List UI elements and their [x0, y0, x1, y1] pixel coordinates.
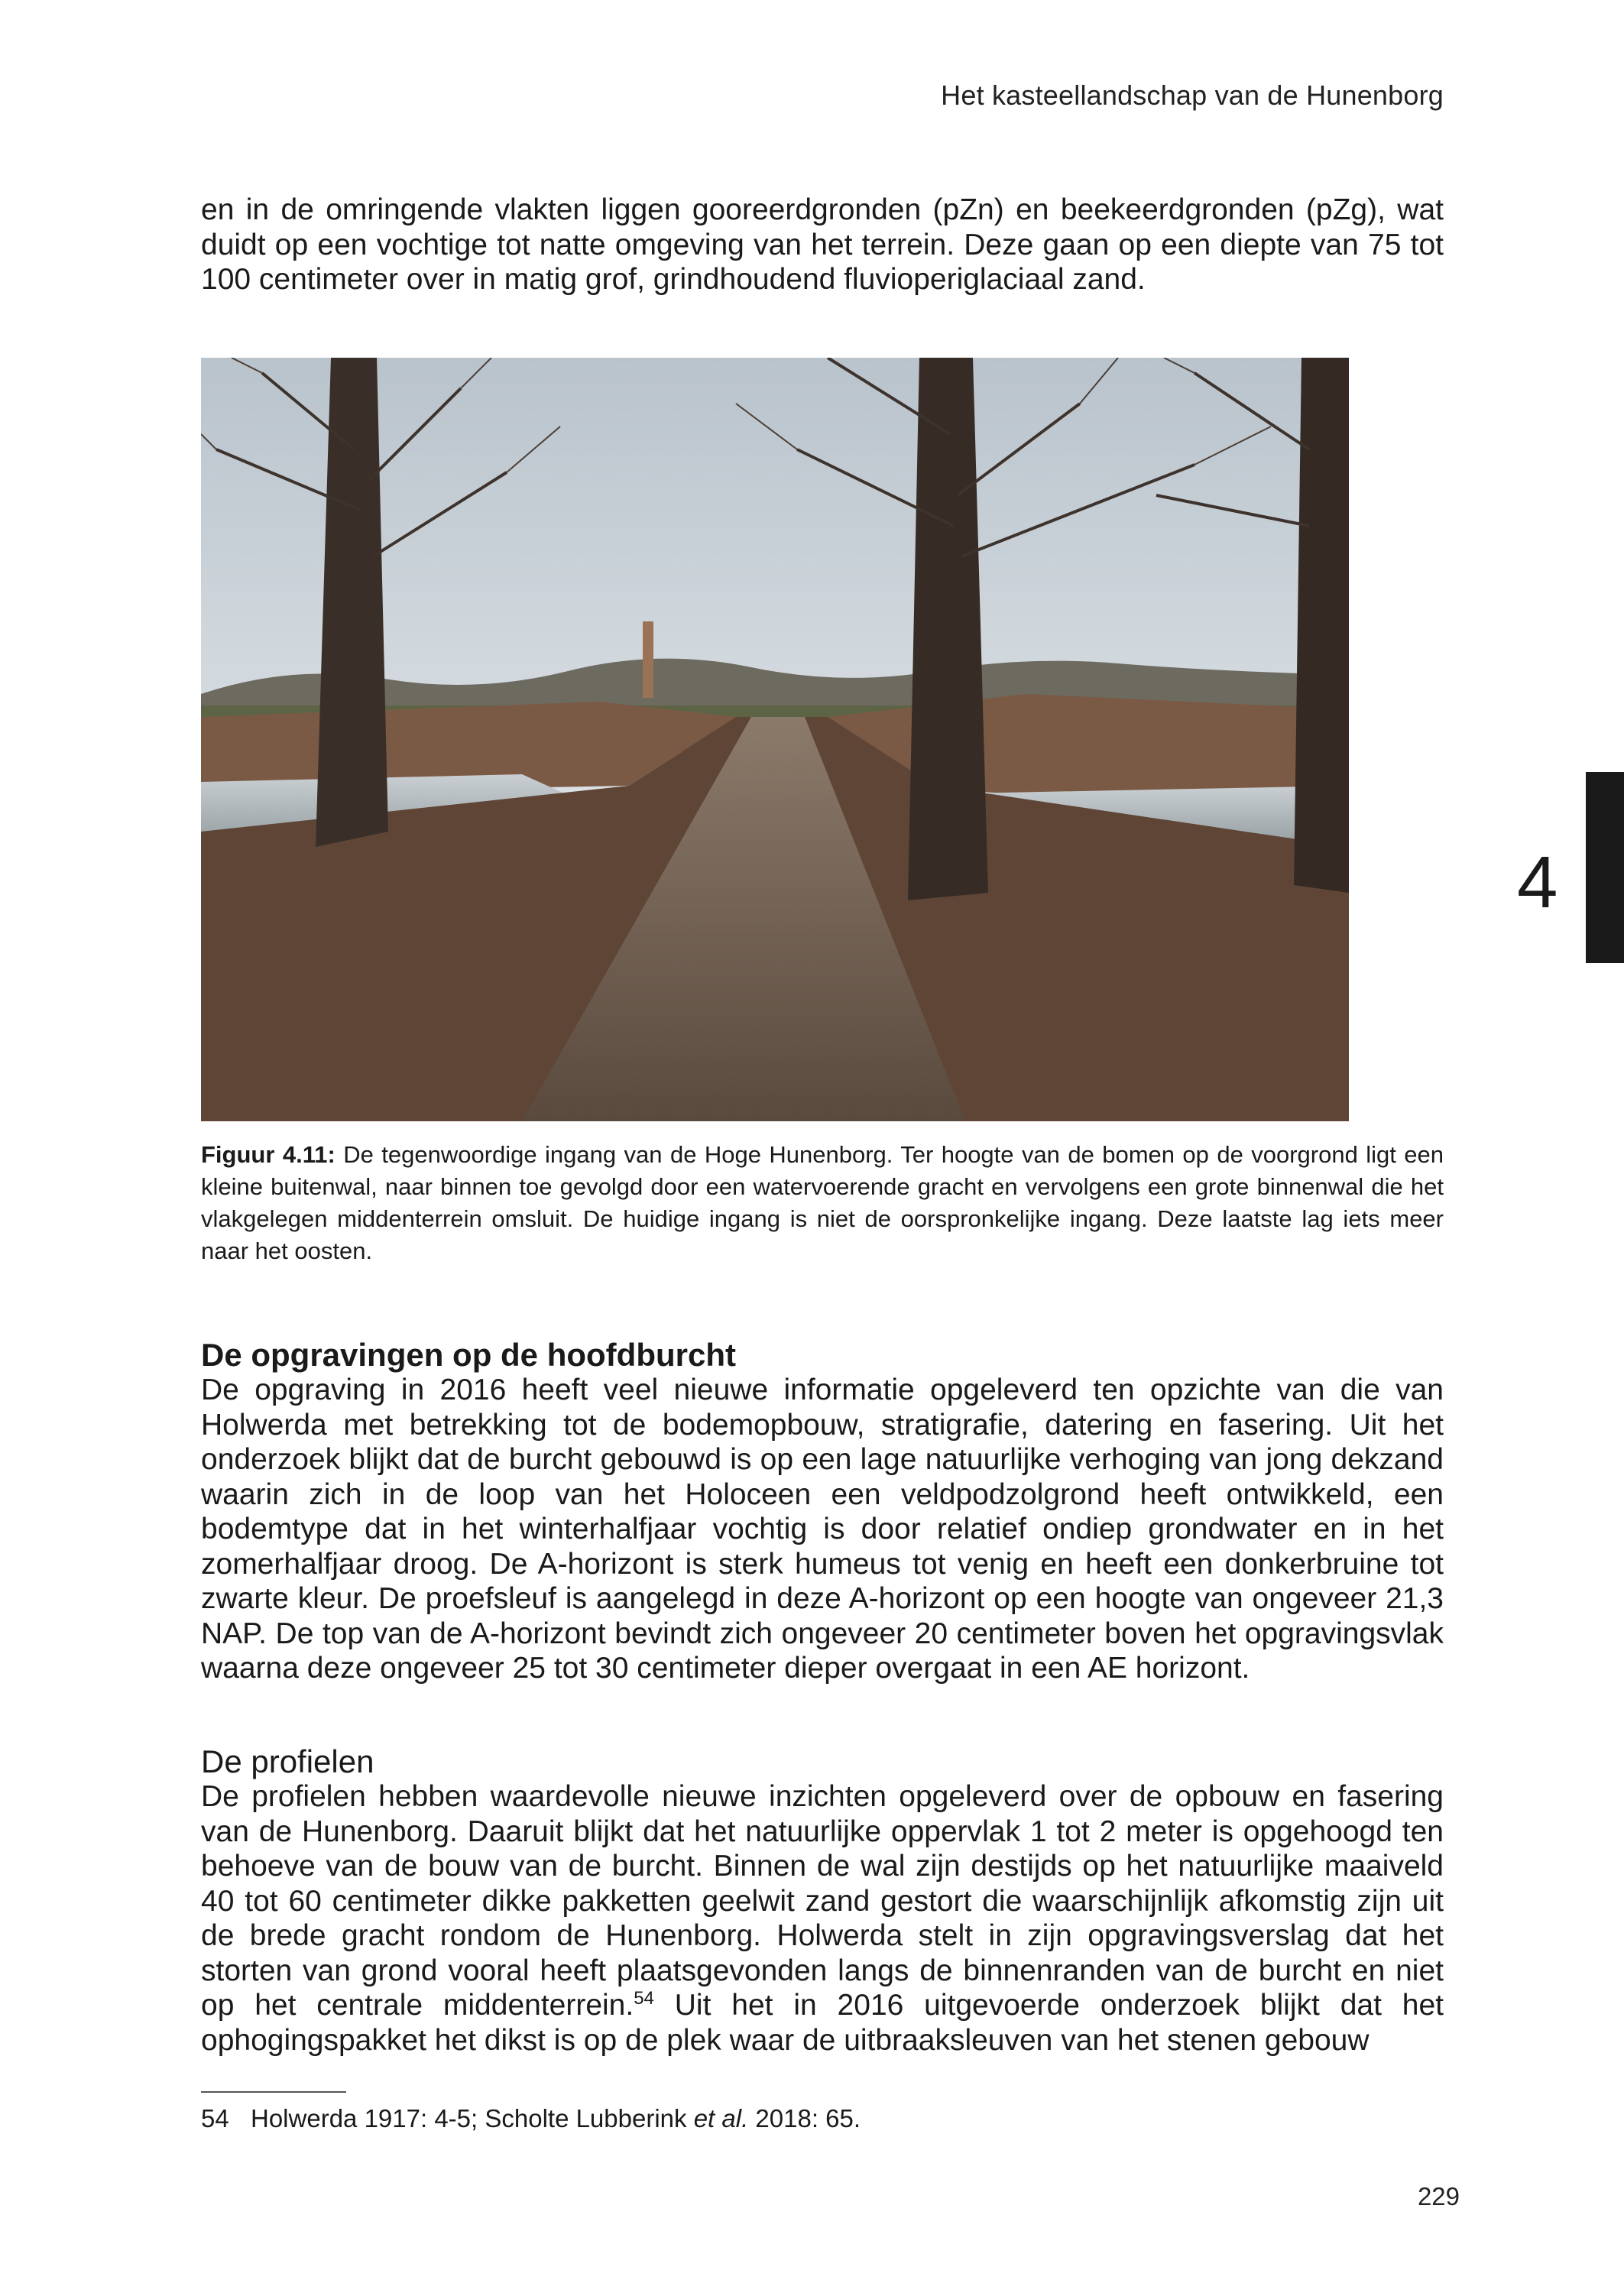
footnote: [201, 2103, 861, 2134]
chapter-number: 4: [1517, 842, 1558, 923]
footnote-text-part2: 2018: 65.: [748, 2104, 861, 2132]
paragraph-profiles: [201, 1779, 1444, 2058]
figure-label: Figuur 4.11:: [201, 1141, 335, 1168]
intro-paragraph: en in de omringende vlakten liggen gooreerdgronden (pZn) en beekeerdgronden (pZg), wat duidt op een vochtige tot natte omgeving van het terrein. Deze gaan op een diepte van 75 tot 100 centimeter over in matig grof, grindhoudend fluvioperiglaciaal zand.: [201, 193, 1444, 296]
footnote-italic: et al.: [693, 2104, 749, 2132]
running-head: Het kasteellandschap van de Hunenborg: [941, 79, 1444, 111]
profiles-text-part2: Uit het in 2016 uitgevoerde onderzoek blijkt dat het ophogingspakket het dikst is op de plek waar de uitbraaksleuven van het stenen gebouw: [201, 1989, 1444, 2057]
profiles-text-part1: De profielen hebben waardevolle nieuwe inzichten opgeleverd over de opbouw en fasering van de Hunenborg. Daaruit blijkt dat het natuurlijke oppervlak 1 tot 2 meter is opgehoogd ten behoeve van de bouw van de burcht. Binnen de wal zijn destijds op het natuurlijke maaiveld 40 tot 60 centimeter dikke pakketten geelwit zand gestort die waarschijnlijk afkomstig zijn uit de brede gracht rondom de Hunenborg. Holwerda stelt in zijn opgravingsverslag dat het storten van grond vooral heeft plaatsgevonden langs de binnenranden van de burcht en niet op het centrale middenterrein.: [201, 1780, 1444, 2022]
figure-photo: [201, 358, 1349, 1121]
figure-caption-text: De tegenwoordige ingang van de Hoge Hunenborg. Ter hoogte van de bomen op de voorgrond ligt een kleine buitenwal, naar binnen toe gevolgd door een watervoerende gracht en vervolgens een grote binnenwal die het vlakgelegen middenterrein omsluit. De huidige ingang is niet de oorspronkelijke ingang. Deze laatste lag iets meer naar het oosten.: [201, 1141, 1444, 1264]
heading-profiles: De profielen: [201, 1743, 374, 1779]
paragraph-excavations: De opgraving in 2016 heeft veel nieuwe informatie opgeleverd ten opzichte van die van Holwerda met betrekking tot de bodemopbouw, stratigrafie, datering en fasering. Uit het onderzoek blijkt dat de burcht gebouwd is op een lage natuurlijke verhoging van jong dekzand waarin zich in de loop van het Holoceen een veldpodzolgrond heeft ontwikkeld, een bodemtype dat in het winterhalfjaar vochtig is door relatief ondiep grondwater en in het zomerhalfjaar droog. De A-horizont is sterk humeus tot venig en heeft een donkerbruine tot zwarte kleur. De proefsleuf is aangelegd in deze A-horizont op een hoogte van ongeveer 21,3 NAP. De top van de A-horizont bevindt zich ongeveer 20 centimeter boven het opgravingsvlak waarna deze ongeveer 25 tot 30 centimeter dieper overgaat in een AE horizont.: [201, 1374, 1444, 1685]
photo-illustration: [201, 358, 1349, 1121]
footnote-ref[interactable]: 54: [634, 1988, 654, 2009]
footnote-text-part1: Holwerda 1917: 4-5; Scholte Lubberink: [251, 2104, 694, 2132]
page-number: 229: [1417, 2182, 1460, 2210]
figure-caption: [201, 1139, 1444, 1267]
chapter-tab: [1586, 772, 1624, 963]
footnote-divider: [201, 2091, 346, 2093]
footnote-number: 54: [201, 2104, 229, 2132]
heading-excavations: De opgravingen op de hoofdburcht: [201, 1337, 736, 1373]
